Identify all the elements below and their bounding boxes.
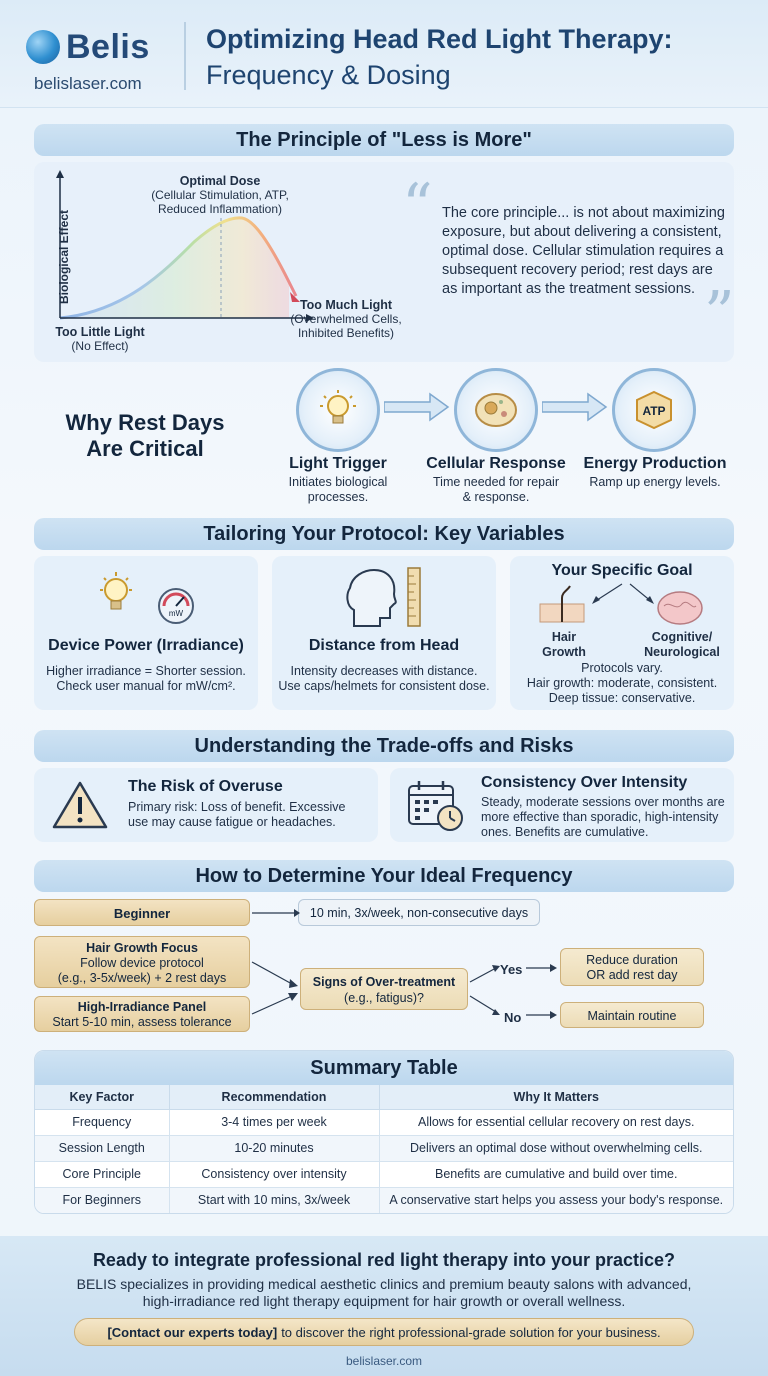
too-much-title: Too Much Light [299, 298, 393, 312]
step-title-energy-production: Energy Production [583, 455, 727, 472]
tailoring-heading: Tailoring Your Protocol: Key Variables [34, 518, 734, 550]
page-title: Optimizing Head Red Light Therapy: [206, 24, 673, 54]
goal-title: Your Specific Goal [551, 562, 693, 579]
panel-box [34, 996, 250, 1032]
rest-days-title [50, 410, 240, 462]
goal-icons [530, 580, 714, 632]
curve-area [60, 218, 289, 318]
no-label: No [504, 1010, 522, 1025]
step-desc-l2: processes. [307, 490, 369, 504]
quote-open-icon: “ [402, 171, 433, 241]
contact-button-text[interactable]: to discover the right professional-grade solution for your business. [281, 1324, 661, 1340]
frequency-heading: How to Determine Your Ideal Frequency [34, 860, 734, 892]
y-axis-arrow [56, 170, 64, 178]
yes-result-box [560, 948, 704, 986]
overuse-desc-l1: Primary risk: Loss of benefit. Excessive [128, 800, 346, 814]
atp-icon [612, 368, 696, 452]
header-divider [184, 22, 186, 90]
too-little-label [40, 325, 160, 353]
step-desc-energy-production: Ramp up energy levels. [589, 475, 721, 489]
footer-url[interactable]: belislaser.com [345, 1354, 423, 1368]
hair-focus-l1: Follow device protocol [80, 956, 204, 970]
brand-url[interactable]: belislaser.com [34, 74, 142, 93]
col-header: Key Factor [35, 1085, 169, 1109]
optimal-dose-sub1: (Cellular Stimulation, ATP, [151, 188, 289, 202]
too-much-sub1: (Overwhelmed Cells, [290, 312, 402, 326]
goal-hair-label [534, 630, 594, 660]
too-much-label [286, 298, 406, 340]
step-desc-l1: Time needed for repair [433, 475, 559, 489]
gauge-label: mW [168, 609, 184, 618]
device-power-title: Device Power (Irradiance) [48, 637, 244, 654]
goal-desc-l2: Hair growth: moderate, consistent. [526, 676, 718, 690]
table-cell: Benefits are cumulative and build over time. [379, 1161, 733, 1187]
y-axis-label: Biological Effect [57, 210, 71, 305]
flow-arrows [250, 900, 570, 1040]
device-power-desc-l2: Check user manual for mW/cm². [56, 679, 236, 693]
yes-result-l2: OR add rest day [586, 968, 678, 982]
device-power-desc-l1: Higher irradiance = Shorter session. [46, 664, 246, 678]
cta-heading: Ready to integrate professional red light therapy into your practice? [92, 1250, 676, 1270]
table-cell: Start with 10 mins, 3x/week [169, 1187, 379, 1213]
step-desc-cellular-response [421, 475, 571, 505]
principle-quote: The core principle... is not about maximizing exposure, but about delivering a consistent, optimal dose. Cellular stimulation requires a subsequent recovery period; rest days are as important as the treatment sessions. [442, 205, 725, 297]
goal-cog-label [634, 630, 730, 660]
table-cell: 10-20 minutes [169, 1135, 379, 1161]
head-ruler-icon [344, 566, 428, 635]
step-desc-l1: Initiates biological [288, 475, 388, 489]
goal-cog-l1: Cognitive/ [651, 630, 713, 644]
goal-desc-l3: Deep tissue: conservative. [548, 691, 696, 705]
cell-icon [454, 368, 538, 452]
logo-icon [26, 30, 60, 64]
consistency-title: Consistency Over Intensity [481, 774, 688, 791]
table-cell: Consistency over intensity [169, 1161, 379, 1187]
warning-icon [52, 780, 108, 835]
consistency-desc [481, 795, 731, 840]
arrow-icon [384, 392, 454, 422]
consistency-desc-l2: more effective than sporadic, high-intensity [481, 810, 719, 824]
calendar-clock-icon [406, 778, 466, 837]
summary-heading: Summary Table [35, 1051, 733, 1085]
lightbulb-icon [296, 368, 380, 452]
consistency-desc-l1: Steady, moderate sessions over months are [481, 795, 725, 809]
too-little-sub: (No Effect) [71, 339, 129, 353]
yes-label: Yes [500, 962, 523, 977]
lightbulb-icon [96, 570, 136, 625]
goal-cog-l2: Neurological [644, 645, 720, 659]
contact-button-bold[interactable]: [Contact our experts today] [107, 1324, 278, 1340]
rest-days-title-l1: Why Rest Days [65, 410, 225, 435]
goal-desc [510, 661, 734, 706]
step-desc-l2: & response. [462, 490, 530, 504]
optimal-dose-title: Optimal Dose [179, 174, 261, 188]
consistency-desc-l3: ones. Benefits are cumulative. [481, 825, 649, 839]
page-subtitle: Frequency & Dosing [206, 60, 451, 90]
device-power-desc [34, 664, 258, 694]
table-row [35, 1135, 733, 1161]
optimal-dose-label [140, 174, 300, 216]
contact-button[interactable] [74, 1318, 694, 1346]
hair-focus-title: Hair Growth Focus [86, 941, 198, 955]
too-little-title: Too Little Light [55, 325, 145, 339]
table-cell: Delivers an optimal dose without overwhelming cells. [379, 1135, 733, 1161]
hair-focus-box [34, 936, 250, 988]
summary-table [34, 1050, 734, 1214]
hair-focus-l2: (e.g., 3-5x/week) + 2 rest days [57, 971, 227, 985]
yes-result-l1: Reduce duration [586, 953, 678, 967]
table-cell: Core Principle [35, 1161, 169, 1187]
no-result-box: Maintain routine [560, 1002, 704, 1028]
arrow-icon [542, 392, 612, 422]
overuse-desc-l2: use may cause fatigue or headaches. [128, 815, 336, 829]
beginner-box: Beginner [34, 899, 250, 926]
distance-desc [272, 664, 496, 694]
summary-grid [35, 1085, 733, 1214]
cta-body: BELIS specializes in providing medical aesthetic clinics and premium beauty salons with advanced, high-irradiance red light therapy equipment for hair growth or overall wellness. [76, 1276, 692, 1309]
col-header: Why It Matters [379, 1085, 733, 1109]
rest-days-title-l2: Are Critical [86, 436, 204, 461]
signs-sub: (e.g., fatigus)? [344, 991, 424, 1005]
step-title-light-trigger: Light Trigger [289, 455, 387, 472]
table-cell: For Beginners [35, 1187, 169, 1213]
distance-title: Distance from Head [308, 637, 460, 654]
table-row [35, 1161, 733, 1187]
beginner-result: 10 min, 3x/week, non-consecutive days [298, 899, 540, 926]
overuse-title: The Risk of Overuse [128, 778, 283, 795]
step-desc-light-trigger [268, 475, 408, 505]
table-cell: Session Length [35, 1135, 169, 1161]
panel-l1: Start 5-10 min, assess tolerance [52, 1015, 232, 1029]
quote-close-icon: ” [704, 279, 735, 349]
goal-desc-l1: Protocols vary. [581, 661, 663, 675]
panel-title: High-Irradiance Panel [77, 1000, 207, 1014]
table-cell: Frequency [35, 1109, 169, 1135]
signs-title: Signs of Over-treatment [312, 975, 456, 989]
col-header: Recommendation [169, 1085, 379, 1109]
risks-heading: Understanding the Trade-offs and Risks [34, 730, 734, 762]
overuse-desc [128, 800, 368, 830]
table-cell: 3-4 times per week [169, 1109, 379, 1135]
goal-hair-l1: Hair [551, 630, 577, 644]
distance-desc-l1: Intensity decreases with distance. [290, 664, 478, 678]
atp-label: ATP [642, 404, 666, 418]
distance-desc-l2: Use caps/helmets for consistent dose. [278, 679, 490, 693]
table-cell: Allows for essential cellular recovery on rest days. [379, 1109, 733, 1135]
goal-hair-l2: Growth [542, 645, 586, 659]
table-row [35, 1187, 733, 1213]
gauge-icon [154, 584, 198, 629]
too-much-sub2: Inhibited Benefits) [297, 326, 395, 340]
brand-name: Belis [66, 28, 150, 66]
table-row [35, 1109, 733, 1135]
principle-heading: The Principle of "Less is More" [34, 124, 734, 156]
optimal-dose-sub2: Reduced Inflammation) [157, 202, 283, 216]
step-title-cellular-response: Cellular Response [426, 455, 566, 472]
table-cell: A conservative start helps you assess your body's response. [379, 1187, 733, 1213]
